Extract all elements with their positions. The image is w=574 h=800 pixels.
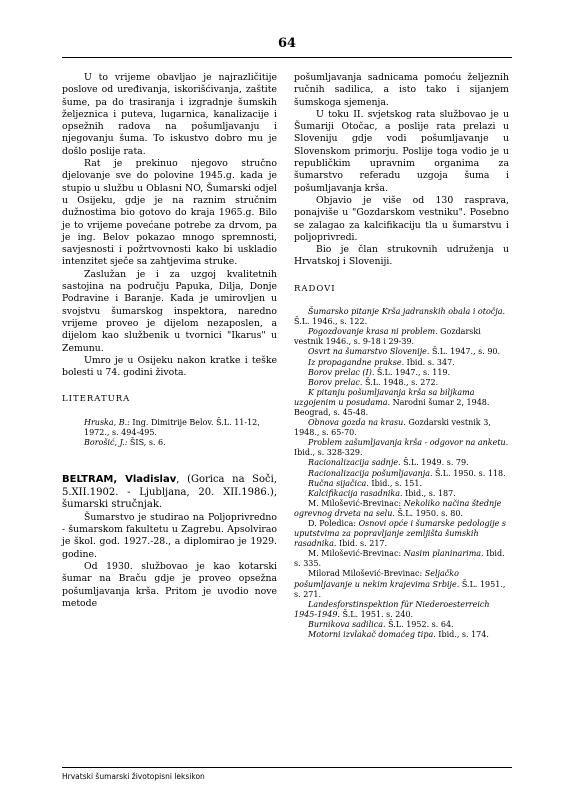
footer-rule — [62, 767, 512, 768]
work-title: Ručna sijačica. — [308, 478, 369, 488]
work-item — [294, 347, 509, 357]
literature-text: ŠIS, s. 6. — [127, 438, 166, 448]
work-title: Racionalizacija pošumljavanja. — [308, 468, 433, 478]
work-title: Borov prelac (I). — [308, 367, 375, 377]
literature-item — [84, 438, 277, 448]
works-list — [294, 307, 509, 640]
work-reference: M. Milošević-Brevinac: — [308, 549, 404, 559]
work-title: Motorni izvlakač domaćeg tipa. — [308, 630, 436, 640]
literature-item — [84, 418, 277, 438]
right-column — [294, 72, 509, 640]
body-paragraph: Zaslužan je i za uzgoj kvalitetnih sastojina na području Papuka, Dilja, Donje Podravine i Baranje. Kada je umirovljen u svojstvu šumarskog inspektora, naredno vrijeme proveo je dijelom nezaposlen, a dijelom kao službenik u tvornici "Ikarus" u Zemunu. — [62, 268, 277, 354]
work-reference: Š.L. 1950. s. 80. — [394, 508, 463, 518]
body-paragraph: Od 1930. službovao je kao kotarski šumar na Braču gdje je proveo opsežna pošumljavanja krša. Pritom je uvodio nove metode — [62, 561, 277, 609]
work-title: Burnikova sadilica. — [308, 619, 386, 629]
work-reference: Š.L. 1947., s. 90. — [429, 347, 501, 357]
body-paragraph: Šumarstvo je studirao na Poljoprivredno - šumarskom fakultetu u Zagrebu. Apsolvirao je škol. god. 1927.-28., a diplomirao je 1929. godine. — [62, 511, 277, 560]
work-item — [294, 489, 509, 499]
bio-entry-heading — [62, 474, 277, 512]
work-item — [294, 630, 509, 640]
work-item — [294, 519, 509, 549]
literature-author: Hruska, B.: — [84, 417, 130, 427]
work-reference: Š.L. 1951., s. 271. — [294, 579, 506, 599]
left-column — [62, 72, 277, 610]
body-paragraph: Umro je u Osijeku nakon kratke i teške bolesti u 74. godini života. — [62, 354, 277, 379]
work-reference: Ibid., s. 151. — [368, 478, 423, 488]
work-item — [294, 620, 509, 630]
work-title: Pogozdovanje krasa ni problem. — [308, 327, 438, 337]
work-reference: Ibid. s. 335. — [294, 549, 505, 569]
body-paragraph: Bio je član strukovnih udruženja u Hrvatskoj i Sloveniji. — [294, 244, 509, 268]
work-reference: Š.L. 1948., s. 272. — [362, 377, 439, 387]
work-item — [294, 469, 509, 479]
work-reference: M. Milošević-Brevinac: — [308, 498, 404, 508]
body-paragraph: U toku II. svjetskog rata službovao je u Šumariji Otočac, a poslije rata prelazi u Sloveniju gdje vodi pošumljavanje u Slovenskom primorju. Poslije toga vodio je u republičkim upravnim organima za šumarstvo referadu uzgoja šuma i pošumljavanja krša. — [294, 108, 509, 194]
literature-list — [84, 418, 277, 449]
work-title: Nekoliko načina štednje ogrevnog drveta na selu. — [294, 498, 502, 518]
literature-text: Ing. Dimitrije Belov. Š.L. 11-12, 1972., s. 494-495. — [84, 417, 260, 437]
work-item — [294, 549, 509, 569]
work-title: Obnova gozda na krasu. — [308, 418, 406, 428]
work-title: Borov prelac. — [308, 377, 363, 387]
work-reference: Ibid. s. 347. — [404, 357, 455, 367]
work-item — [294, 358, 509, 368]
work-title: Problem zašumljavanja krša - odgovor na anketu. — [308, 438, 509, 448]
work-reference: Ibid., s. 174. — [435, 630, 489, 640]
work-reference: Ibid. s. 217. — [336, 539, 388, 549]
work-title: Landesforstinspektion für Niederoesterreich 1945-1949. — [294, 599, 490, 619]
work-item — [294, 368, 509, 378]
literature-heading: LITERATURA — [62, 394, 131, 405]
work-reference: Š.L. 1946., s. 122. — [294, 317, 368, 327]
work-title: Kalcifikacija rasadnika. — [308, 488, 403, 498]
work-item — [294, 438, 509, 458]
bio-name: BELTRAM, Vladislav — [62, 474, 177, 486]
bio-intro: , (Gorica na Soči, 5.XII.1902. - Ljubljana, 20. XII.1986.), šumarski stručnjak. — [62, 474, 278, 511]
work-item — [294, 378, 509, 388]
body-paragraph: pošumljavanja sadnicama pomoću željeznih ručnih sadilica, a isto tako i sijanjem šumskoga sjemenja. — [294, 72, 509, 108]
work-title: K pitanju pošumljavanja krša sa biljkama uzgojenim u posudama. — [294, 387, 475, 407]
work-item — [294, 499, 509, 519]
work-item — [294, 458, 509, 468]
footer-text: Hrvatski šumarski životopisni leksikon — [62, 772, 205, 781]
work-reference: Milorad Milošević-Brevinac: — [308, 569, 425, 579]
work-reference: D. Poledica: — [308, 519, 359, 529]
work-item — [294, 327, 509, 347]
work-title: Osvrt na šumarstvo Slovenije. — [308, 347, 430, 357]
work-reference: Gozdarski vestnik 3, 1948., s. 65-70. — [294, 418, 491, 438]
work-reference: Š.L. 1947., s. 119. — [374, 367, 451, 377]
work-title: Šumarsko pitanje Krša jadranskih obala i otočja. — [308, 307, 506, 317]
work-item — [294, 600, 509, 620]
body-paragraph: U to vrijeme obavljao je najrazličitije poslove od uređivanja, iskorišćivanja, zaštite šume, pa do trasiranja i izgradnje šumskih željeznica i puteva, lugarnica, kanalizacije i opsežnih radova na pošumljavanju i njegovanju šuma. To iskustvo dobro mu je došlo poslije rata. — [62, 72, 277, 157]
work-reference: Narodni šumar 2, 1948. Beograd, s. 45-48. — [294, 397, 490, 417]
work-item — [294, 307, 509, 327]
work-title: Iz propagandne prakse. — [308, 357, 405, 367]
page-number: 64 — [277, 36, 297, 51]
header-rule — [62, 57, 512, 58]
work-title: Racionalizacija sadnje. — [308, 458, 401, 468]
work-reference: Ibid., s. 187. — [402, 488, 456, 498]
work-reference: Š.L. 1949. s. 79. — [400, 458, 469, 468]
work-reference: Gozdarski vestnik 1946., s. 9-18 i 29-39. — [294, 327, 481, 347]
work-reference: Š.L. 1951. s. 240. — [339, 609, 414, 619]
literature-author: Borošić, J.: — [84, 438, 128, 448]
work-reference: Ibid., s. 328-329. — [294, 448, 363, 458]
work-item — [294, 569, 509, 599]
body-paragraph: Objavio je više od 130 rasprava, ponajviše u "Gozdarskom vestniku". Posebno se zalagao za kalcifikaciju tla u šumarstvu i poljoprivredi. — [294, 194, 509, 243]
work-item — [294, 479, 509, 489]
works-heading: RADOVI — [294, 283, 336, 294]
work-item — [294, 388, 509, 418]
work-item — [294, 418, 509, 438]
work-reference: Š.L. 1952. s. 64. — [385, 619, 454, 629]
body-paragraph: Rat je prekinuo njegovo stručno djelovanje sve do polovine 1945.g. kada je stupio u službu u Oblasni NO, Šumarski odjel u Osijeku, gdje je na raznim stručnim dužnostima bio gotovo do kraja 1965.g. Bilo je to vrijeme povećane potrebe za drvom, pa je ing. Belov pokazao mnogo spremnosti, savjesnosti i požrtvovnosti kako bi uskladio intenzitet sječe sa zahtjevima struke. — [62, 158, 277, 268]
work-title: Nasim planinarima. — [403, 549, 484, 559]
work-title: Osnovi opće i šumarske pedologije s uputstvima za popravljanje zemljišta šumskih rasadnika. — [294, 519, 506, 549]
work-title: Seljačko pošumljavanje u nekim krajevima Srbije. — [294, 569, 460, 589]
work-reference: Š.L. 1950. s. 118. — [432, 468, 506, 478]
